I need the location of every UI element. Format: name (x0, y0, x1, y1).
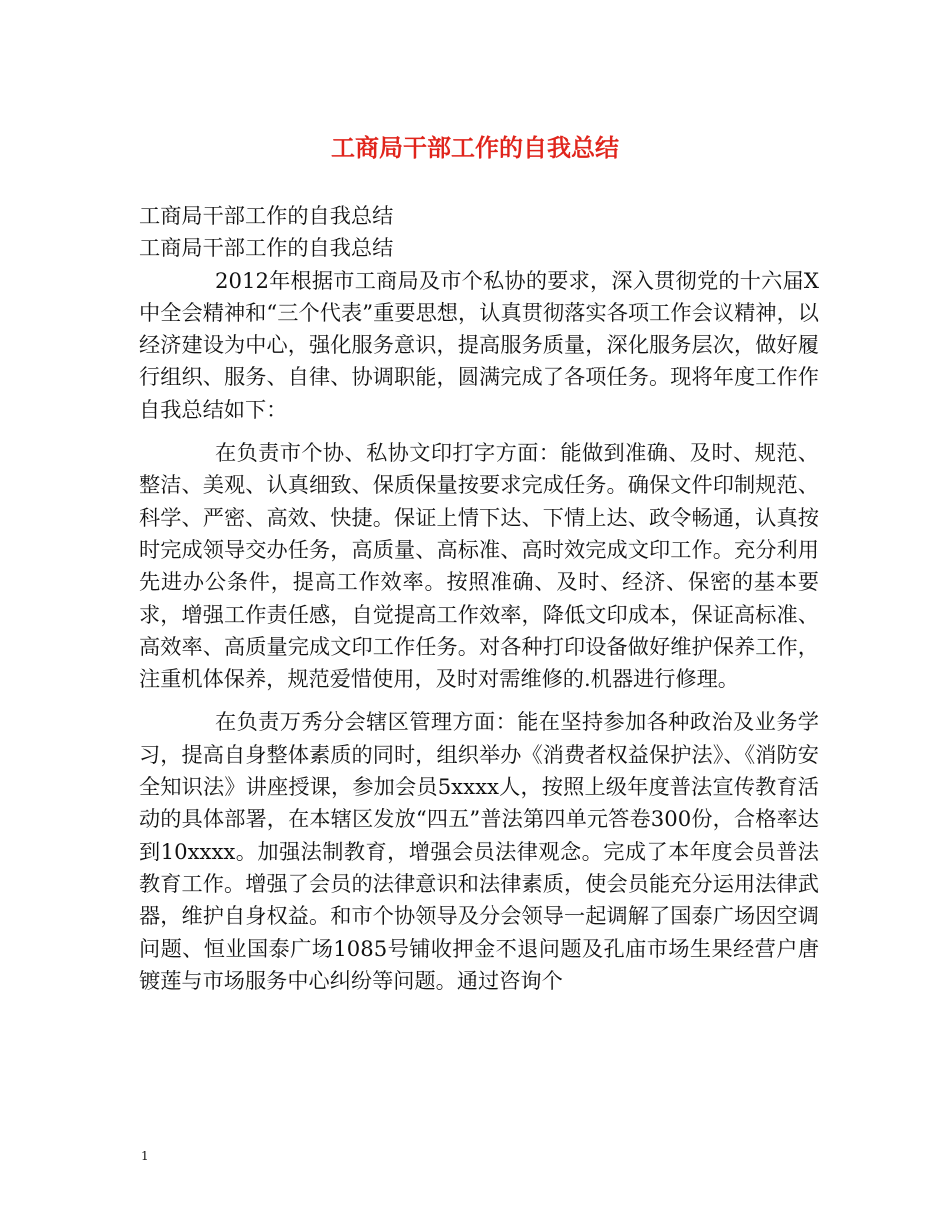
paragraph-intro: 2012年根据市工商局及市个私协的要求，深入贯彻党的十六届X中全会精神和“三个代表”重要思想，认真贯彻落实各项工作会议精神，以经济建设为中心，强化服务意识，提高服务质量，深化服务层次，做好履行组织、服务、自律、协调职能，圆满完成了各项任务。现将年度工作作自我总结如下： (139, 267, 819, 422)
document-body (139, 200, 819, 997)
paragraph-district-management: 在负责万秀分会辖区管理方面：能在坚持参加各种政治及业务学习，提高自身整体素质的同时，组织举办《消费者权益保护法》、《消防安全知识法》讲座授课，参加会员5xxxx人，按照上级年度普法宣传教育活动的具体部署，在本辖区发放“四五”普法第四单元答卷300份，合格率达到10xxxx。加强法制教育，增强会员法律观念。完成了本年度会员普法教育工作。增强了会员的法律意识和法律素质，使会员能充分运用法律武器，维护自身权益。和市个协领导及分会领导一起调解了国泰广场因空调问题、恒业国泰广场1085号铺收押金不退问题及孔庙市场生果经营户唐镀莲与市场服务中心纠纷等问题。通过咨询个 (139, 709, 819, 993)
paragraph-printing-work: 在负责市个协、私协文印打字方面：能做到准确、及时、规范、整洁、美观、认真细致、保质保量按要求完成任务。确保文件印制规范、科学、严密、高效、快捷。保证上情下达、下情上达、政令畅通，认真按时完成领导交办任务，高质量、高标准、高时效完成文印工作。充分利用先进办公条件，提高工作效率。按照准确、及时、经济、保密的基本要求，增强工作责任感，自觉提高工作效率，降低文印成本，保证高标准、高效率、高质量完成文印工作任务。对各种打印设备做好维护保养工作，注重机体保养，规范爱惜使用，及时对需维修的.机器进行修理。 (139, 440, 819, 692)
document-title: 工商局干部工作的自我总结 (331, 133, 619, 162)
subtitle-line: 工商局干部工作的自我总结 (139, 235, 394, 261)
subtitle-line: 工商局干部工作的自我总结 (139, 203, 394, 228)
page-number: 1 (141, 1149, 149, 1163)
